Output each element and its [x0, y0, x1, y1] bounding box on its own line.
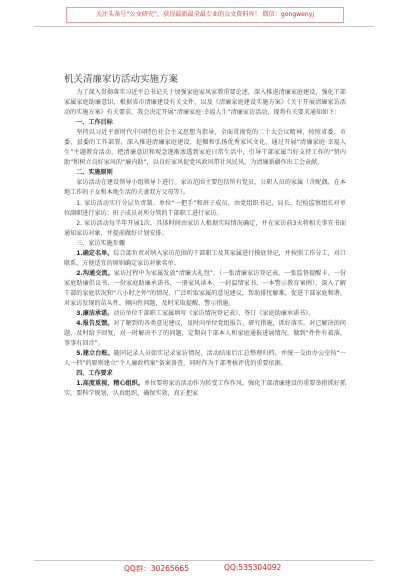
- footer-qq-group: QQ群：30265665: [124, 564, 189, 573]
- document-title: 机关清廉家访活动实施方案: [64, 74, 179, 85]
- steps-item-1: [64, 249, 346, 269]
- steps-item-4: [64, 319, 346, 349]
- requirements-item-1-lead: 1.高度重视，精心组织。: [76, 380, 144, 388]
- principles-intro: 家访活动在建设领导小组领导下进行。家访范围主要包括所有党员、公职人员的家属（含配偶、在本地工作的子女和本地生活的夫妻双方父母等）。: [64, 179, 346, 197]
- footer-divider: [34, 560, 374, 561]
- goals-paragraph: 坚持以习近平新时代中国特色社会主义思想为指导，全面贯彻党的二十大会议精神，按照省委、市委、县委的工作部署，深入推进清廉家庭建设，挖掘和弘扬优秀家风文化。通过开展“清廉家庭·幸福人生”主题教育活动，把清廉意识和观念逐渐渗透到家庭日常生活中，引导干部家属当好支持工作的“贤内助”和树立良好家风的“廉内助”，以良好家风促党风政风带社风民风，为清廉新疆作出工会贡献。: [64, 129, 346, 167]
- principles-item-1: 1. 家访活动实行分层负责制。单位“一把手”和班子成员，由党组织书记、局长、纪检监察组长对单位副职进行家访；班子成员对所分管的干部职工进行家访。: [64, 199, 346, 217]
- steps-item-1-text: 综合部负责对纳入家访范围的干部职工及其家属进行摸底登记，并按照工作分工，对口联系，方便适宜的原则确定家访对象名单。: [64, 249, 347, 267]
- section-heading-principles: 二、实施原则: [76, 169, 113, 177]
- steps-item-5-text: 随同记录人员如实记录家访情况，活动结束后汇总整理归档，并统一交由办公室按“一人一档”的原则建立“个人廉政档案”备案备查，同时作为干部考核评优的重要依据。: [64, 350, 346, 368]
- requirements-item-1-text: 单位要将家访活动作为转变工作作风，强化干部清廉建设的重要举措抓好抓实，要科学规划，认真组织，确保实效，真正把家: [64, 380, 347, 398]
- section-heading-goals: 一、工作目标: [76, 119, 113, 127]
- footer-qq-contact: QQ:535304092: [224, 563, 282, 572]
- steps-item-5: [64, 349, 346, 369]
- steps-item-3: [64, 309, 346, 319]
- document-body: [64, 88, 346, 399]
- section-heading-requirements: 四、工作要求: [76, 370, 113, 378]
- principles-item-2: 2. 家访活动每半年开展1次，具体时间由家访人根据实际情况确定，并在家访前3天将相关事宜书面通知家访对象，并提前做好计划安排。: [64, 219, 346, 237]
- intro-paragraph: 为了深入贯彻落实习近平总书记关于加强家庭家风家教重要论述，深入推进清廉家庭建设，强化干部家属家庭助廉意识，根据省市清廉建设有关文件，以及《清廉家庭建设实施方案》《关于开展清廉家访活动的实施方案》有关要求，我会决定开展“清廉家庭·幸福人生”清廉家访活动，现将有关要求通知如下：: [64, 89, 346, 117]
- steps-item-5-lead: 5.建立台账。: [76, 350, 114, 358]
- steps-item-2: [64, 269, 346, 309]
- steps-item-4-text: 对了解到的各类意见建议，及时向单位党组报告，研究措施，抓好落实。对已解决的问题，及时给予回复，对一时解决不了的问题，定期向干部本人和家庭通报进展情况，做到“件件有着落，事事有回音”。: [64, 320, 347, 348]
- steps-item-3-text: 动员单位干部职工家属填写《家访情况登记表》，签订《家庭助廉承诺书》。: [113, 310, 315, 318]
- promo-banner: 关注头条号“公文研究”，获得最新最全最专业的公文资料库！ 微信：gongwenyj: [66, 7, 344, 23]
- requirements-item-1: [64, 379, 346, 399]
- header-divider: [34, 26, 374, 27]
- steps-item-1-lead: 1.确定名单。: [76, 249, 114, 257]
- section-heading-steps: 三、家访实施步骤: [76, 239, 125, 247]
- steps-item-3-lead: 3.廉洁承诺。: [76, 310, 114, 318]
- steps-item-4-lead: 4.报告反馈。: [76, 320, 114, 328]
- steps-item-2-lead: 2.沟通交流。: [76, 269, 114, 277]
- steps-item-2-text: 家访过程中为家属发放“清廉大礼包”，（一张清廉家访登记表、一张监督提醒卡、一份家庭助廉倡议书、一份家庭助廉承诺书、一册家风读本、一封温情家书、一本警示教育案例），深入了解干部的家庭状况和“八小时之外”的情况、广泛听取家属的意见建议，帮助排忧解难，促进干部家庭和谐。对家访发现的苗头性、倾向性问题，及时采取提醒、警示措施。: [64, 269, 346, 307]
